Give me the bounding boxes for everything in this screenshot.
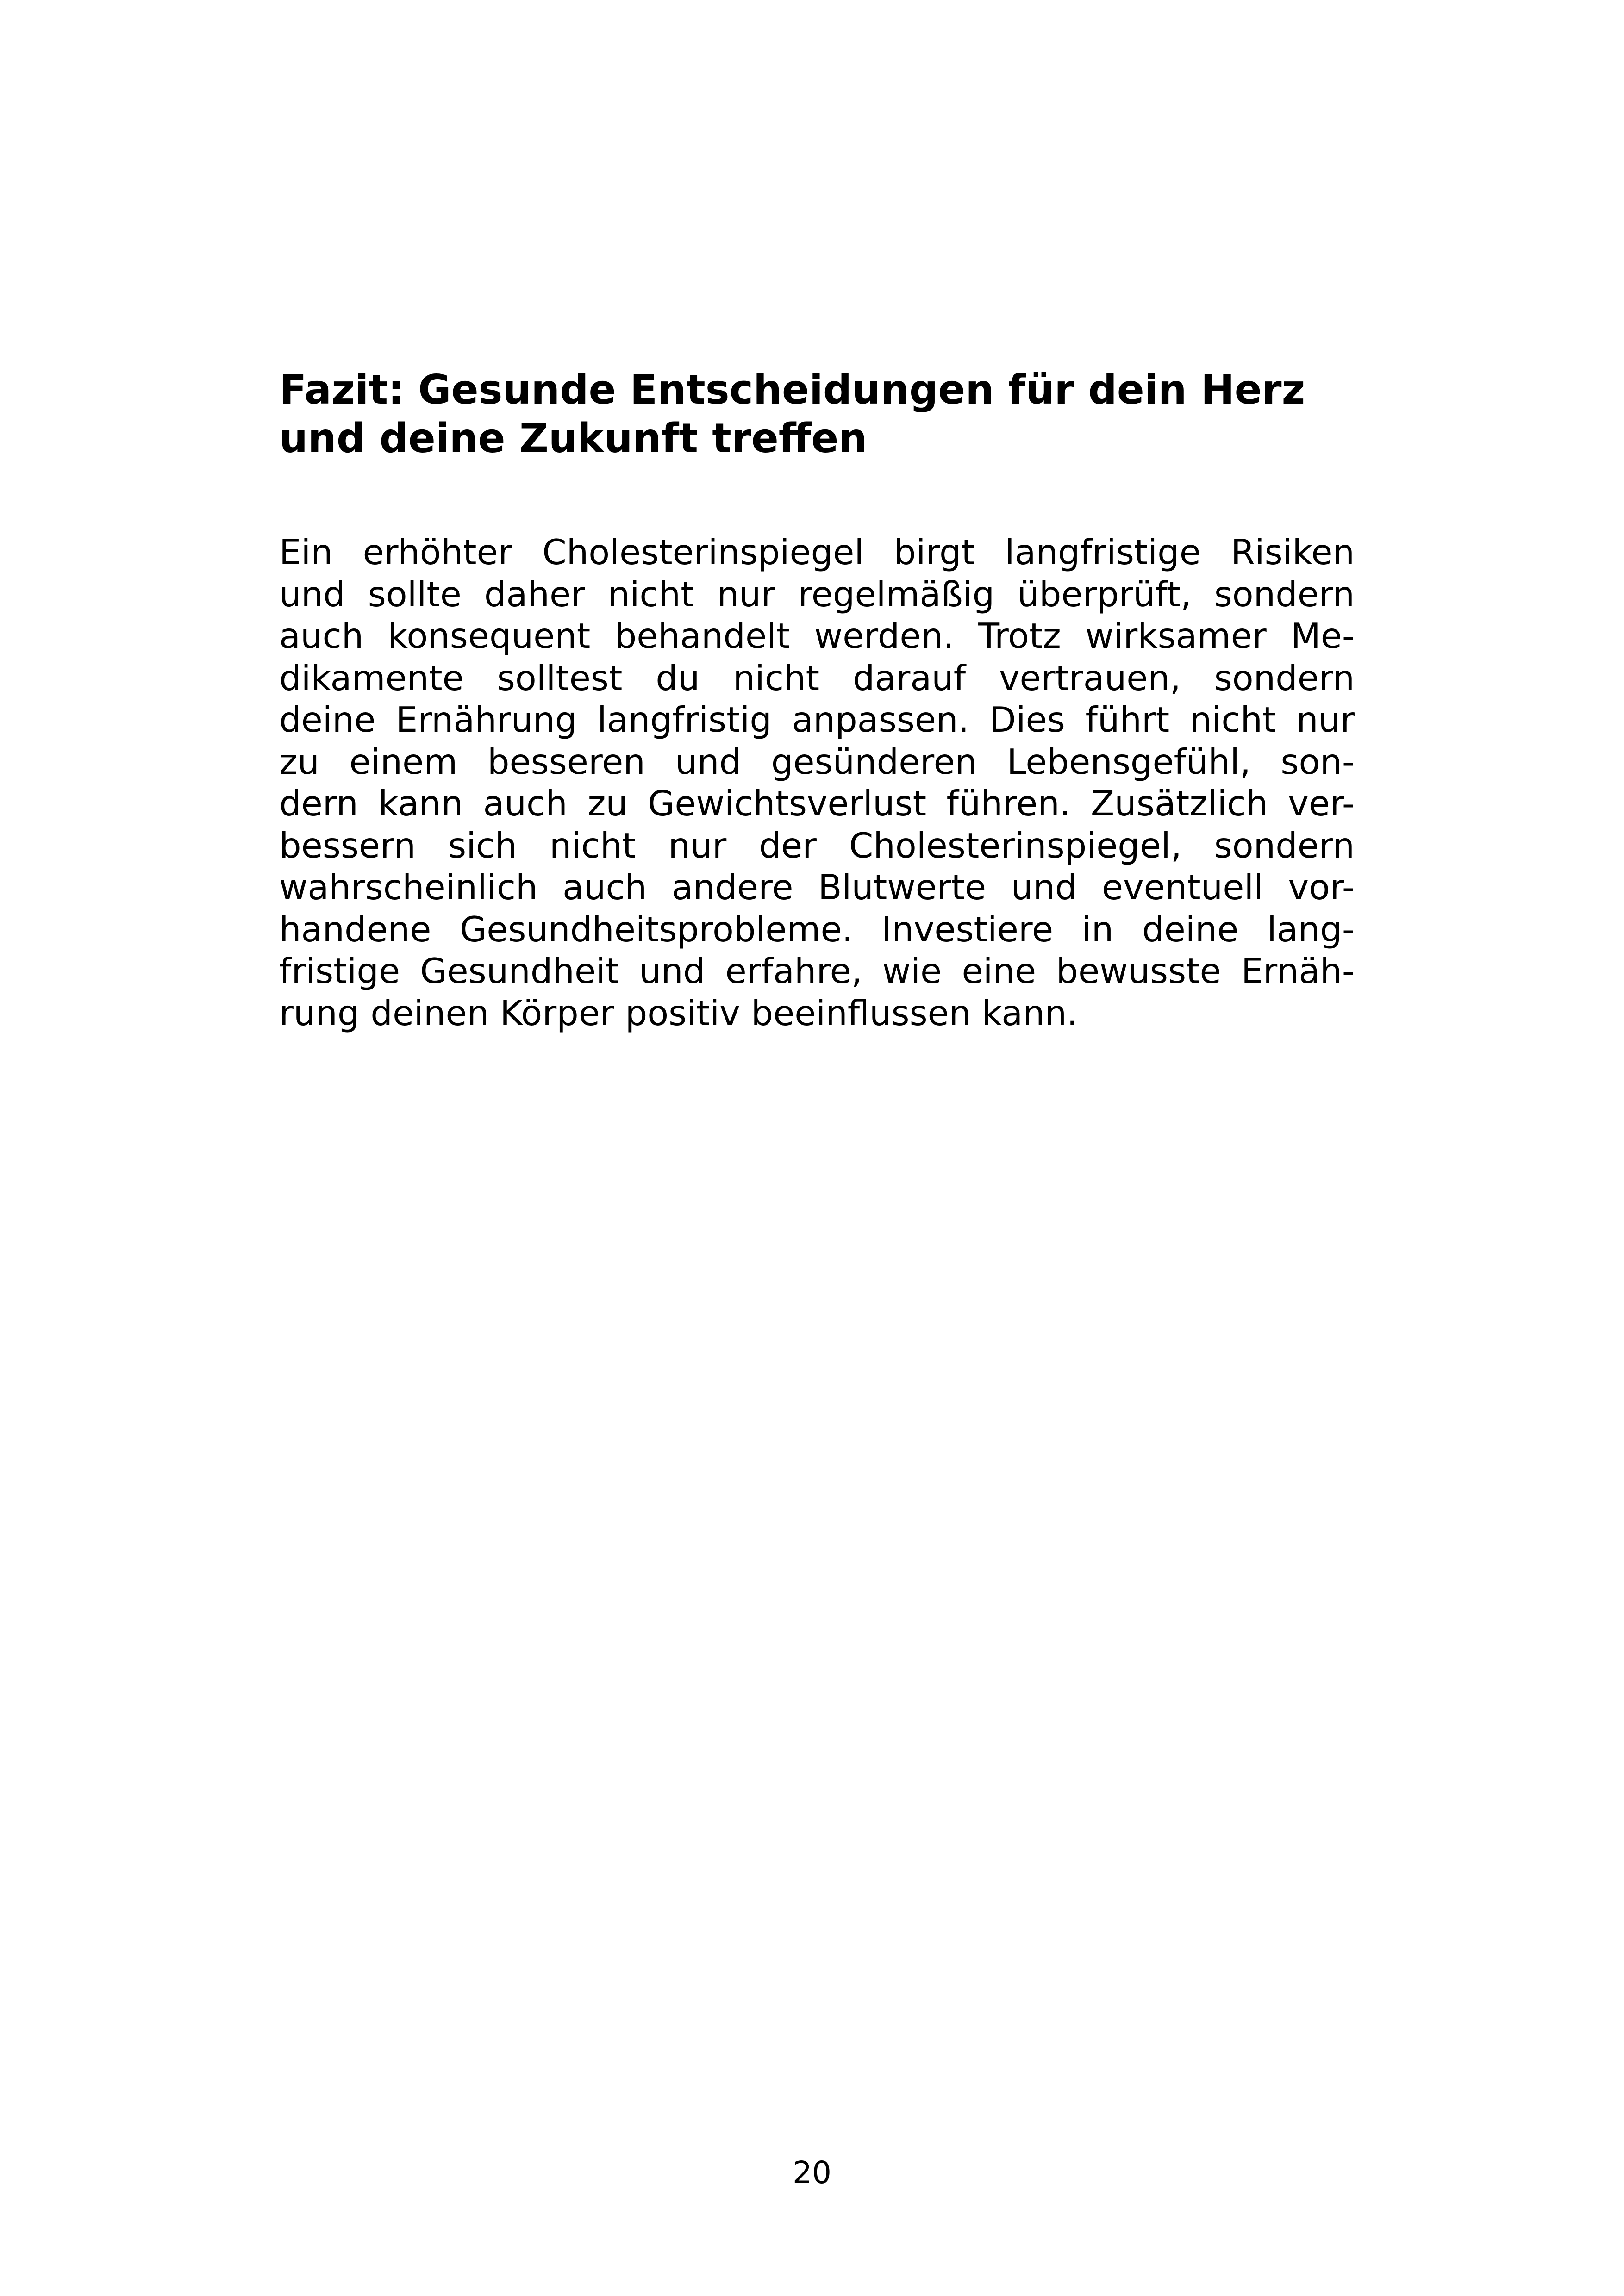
page-number: 20 <box>793 2155 831 2190</box>
paragraph-line: rung deinen Körper positiv beeinflussen kann. <box>279 992 1078 1033</box>
paragraph-line: bessern sich nicht nur der Cholesterinspiegel, sondern <box>279 825 1355 866</box>
paragraph-line: und sollte daher nicht nur regelmäßig überprüft, sondern <box>279 573 1355 615</box>
paragraph-line: dern kann auch zu Gewichtsverlust führen. Zusätzlich ver- <box>279 783 1355 824</box>
paragraph-line: auch konsequent behandelt werden. Trotz wirksamer Me- <box>279 616 1355 656</box>
paragraph-line: fristige Gesundheit und erfahre, wie eine bewusste Ernäh- <box>279 951 1355 991</box>
section-heading <box>279 366 1358 463</box>
paragraph-line: handene Gesundheitsprobleme. Investiere in deine lang- <box>279 908 1355 950</box>
heading-line: Fazit: Gesunde Entscheidungen für dein Herz <box>279 366 1305 413</box>
paragraph-line: wahrscheinlich auch andere Blutwerte und eventuell vor- <box>279 867 1355 908</box>
body-paragraph <box>279 531 1355 1034</box>
paragraph-line: dikamente solltest du nicht darauf vertrauen, sondern <box>279 657 1355 698</box>
paragraph-line: deine Ernährung langfristig anpassen. Dies führt nicht nur <box>279 699 1355 740</box>
heading-line: und deine Zukunft treffen <box>279 415 868 462</box>
paragraph-line: Ein erhöhter Cholesterinspiegel birgt langfristige Risiken <box>279 532 1355 572</box>
paragraph-line: zu einem besseren und gesünderen Lebensgefühl, son- <box>279 741 1355 782</box>
